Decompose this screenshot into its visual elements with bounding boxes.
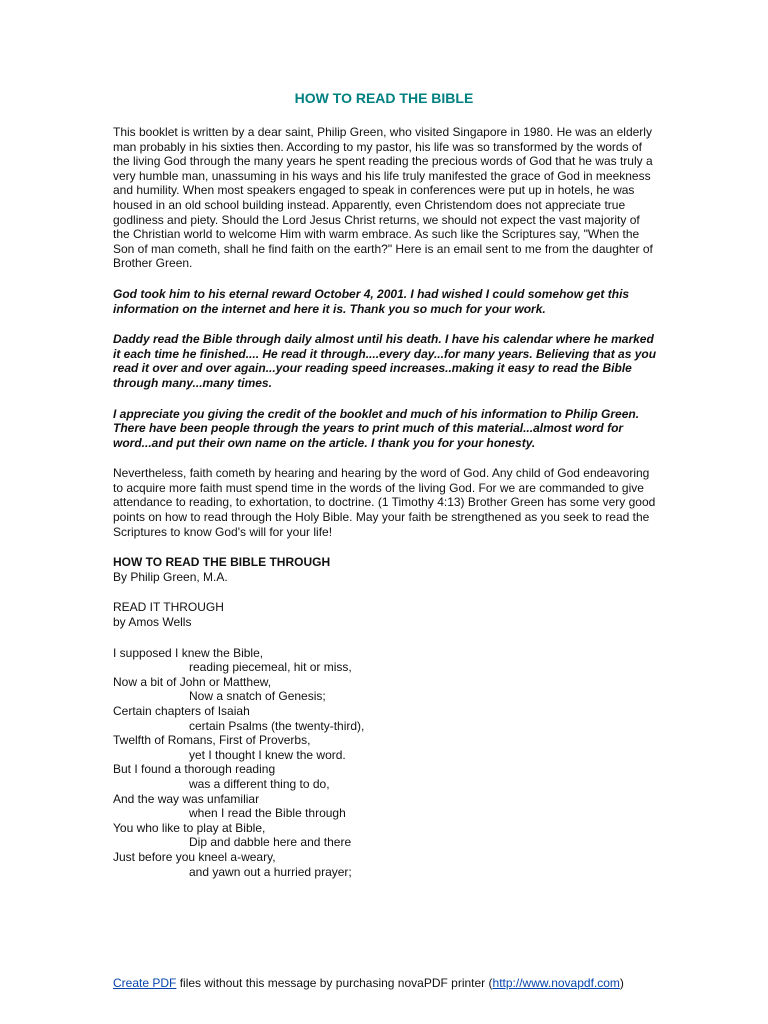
poem-line: was a different thing to do, <box>189 776 330 791</box>
poem-line: reading piecemeal, hit or miss, <box>189 660 352 675</box>
poem-line: Twelfth of Romans, First of Proverbs, <box>113 733 311 748</box>
document-body <box>113 125 658 879</box>
email-paragraph-2: Daddy read the Bible through daily almost until his death. I have his calendar where he marked it each time he finished.... He read it through....every day...for many years. Believing that as you read it over and over again...your reading speed increases..making it easy to read the Bible through many...many times. <box>113 332 657 390</box>
email-paragraph-1: God took him to his eternal reward October 4, 2001. I had wished I could somehow get this information on the internet and here it is. Thank you so much for your work. <box>113 286 630 316</box>
poem-line: And the way was unfamiliar <box>113 791 260 806</box>
poem-line: yet I thought I knew the word. <box>189 747 346 762</box>
novapdf-url-link[interactable]: http://www.novapdf.com <box>492 976 620 990</box>
pdf-footer <box>113 976 673 990</box>
poem-line: I supposed I knew the Bible, <box>113 645 264 660</box>
poem-line: Now a snatch of Genesis; <box>189 689 326 704</box>
poem-line: You who like to play at Bible, <box>113 820 266 835</box>
poem-line: and yawn out a hurried prayer; <box>189 864 352 879</box>
poem-title: READ IT THROUGH <box>113 600 224 615</box>
footer-end: ) <box>619 976 624 990</box>
closing-paragraph: Nevertheless, faith cometh by hearing and hearing by the word of God. Any child of God endeavoring to acquire more faith must spend time in the words of the living God. For we are commanded to give attendance to reading, to exhortation, to doctrine. (1 Timothy 4:13) Brother Green has some very good points on how to read through the Holy Bible. May your faith be strengthened as you seek to read the Scriptures to know God's will for your life! <box>113 466 656 539</box>
footer-text: files without this message by purchasing novaPDF printer ( <box>176 976 493 990</box>
poem-line: certain Psalms (the twenty-third), <box>189 718 365 733</box>
poem-line: Certain chapters of Isaiah <box>113 704 250 718</box>
poem <box>113 646 658 880</box>
document-title: HOW TO READ THE BIBLE <box>294 90 474 106</box>
section-byline: By Philip Green, M.A. <box>113 569 228 584</box>
poem-line: Just before you kneel a-weary, <box>113 849 276 864</box>
poem-line: But I found a thorough reading <box>113 762 276 777</box>
poem-line: Dip and dabble here and there <box>189 835 352 850</box>
email-paragraph-3: I appreciate you giving the credit of the booklet and much of his information to Philip Green. There have been people through the years to print much of this material...almost word for word...and put their own name on the article. I thank you for your honesty. <box>113 406 640 450</box>
poem-line: when I read the Bible through <box>189 806 346 821</box>
poem-author: by Amos Wells <box>113 615 192 630</box>
poem-line: Now a bit of John or Matthew, <box>113 674 272 689</box>
intro-paragraph: This booklet is written by a dear saint, Philip Green, who visited Singapore in 1980. He was an elderly man probably in his sixties then. According to my pastor, his life was so transformed by the words of the living God through the many years he spent reading the precious words of God that he was truly a very humble man, unassuming in his ways and his life truly manifested the grace of God in meekness and humility. When most speakers engaged to speak in conferences were put up in hotels, he was housed in an old school building instead. Apparently, even Christendom does not appreciate true godliness and piety. Should the Lord Jesus Christ returns, we should not expect the vast majority of the Christian world to welcome Him with warm embrace. As such like the Scriptures say, "When the Son of man cometh, shall he find faith on the earth?" Here is an email sent to me from the daughter of Brother Green. <box>113 125 653 271</box>
section-heading: HOW TO READ THE BIBLE THROUGH <box>113 555 331 570</box>
create-pdf-link[interactable]: Create PDF <box>113 976 177 990</box>
